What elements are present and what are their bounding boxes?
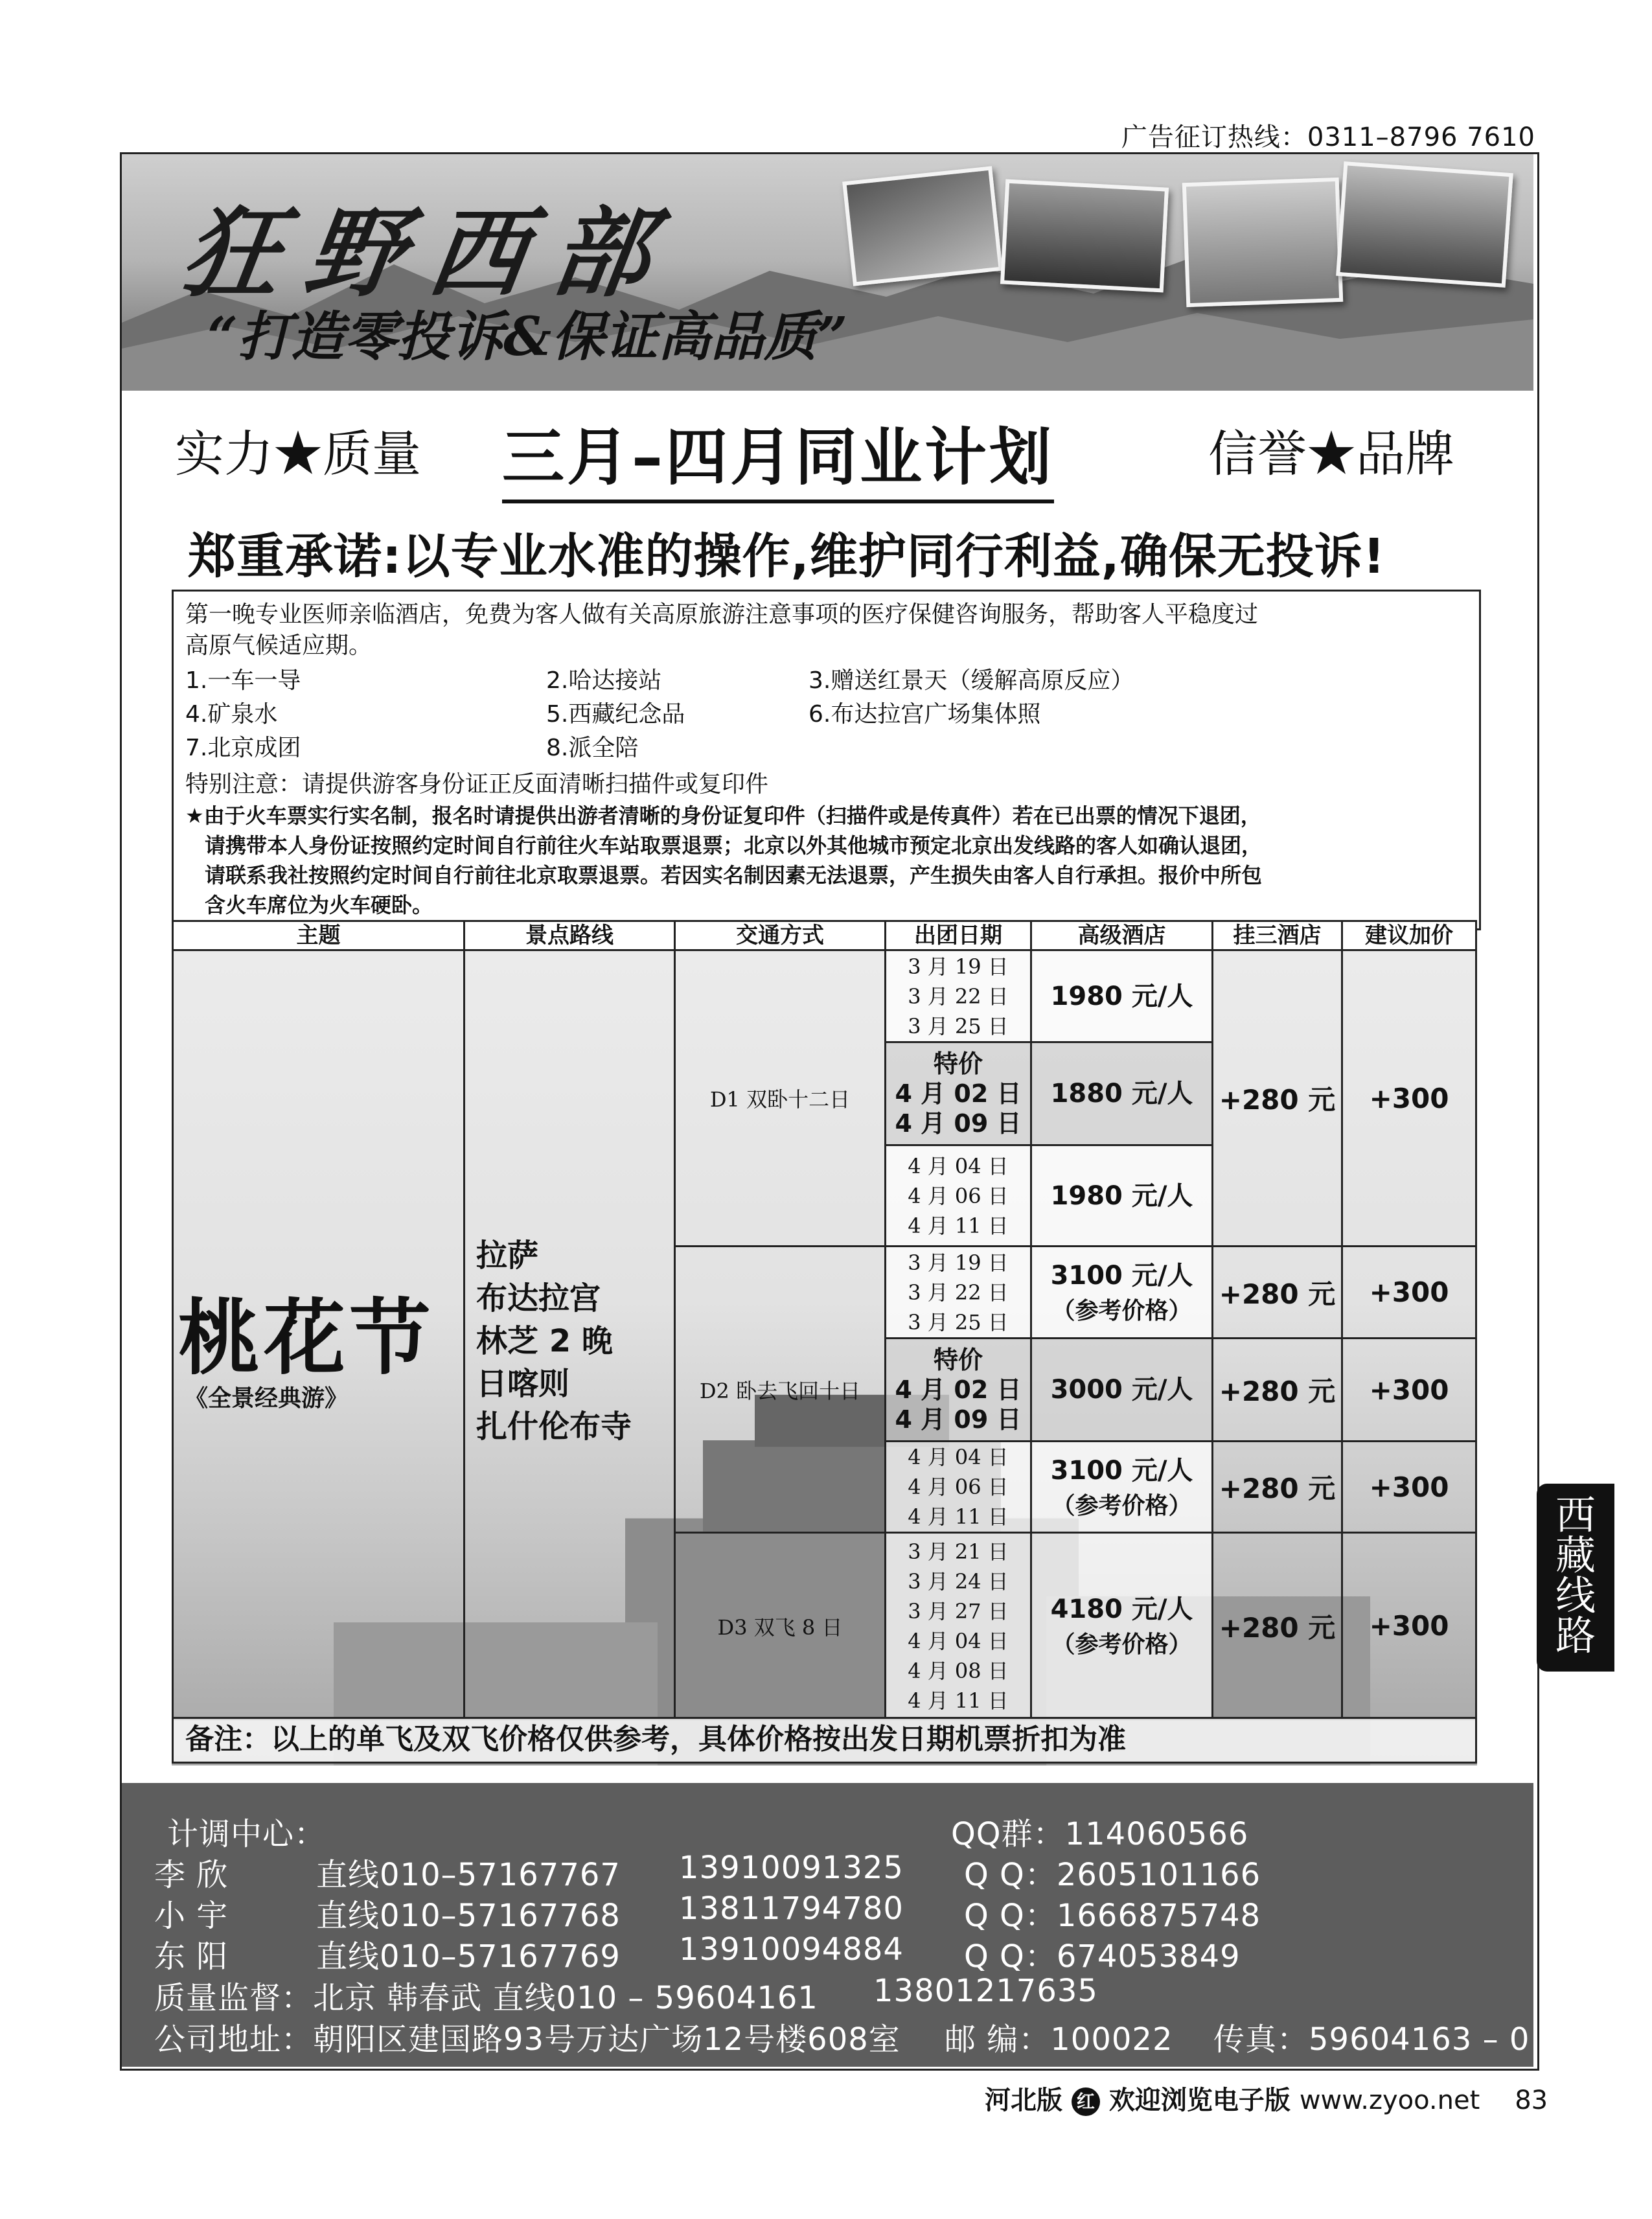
section-tab-label <box>1537 1491 1614 1659</box>
tab-char: 藏 <box>1555 1532 1596 1579</box>
service-item: 8.派全陪 <box>546 735 639 761</box>
col-header: 高级酒店 <box>1030 920 1213 951</box>
service-item: 4.矿泉水 <box>185 701 278 728</box>
addon-price-cell: +300 <box>1341 1532 1477 1720</box>
photo-lake <box>1182 178 1344 307</box>
tab-char: 路 <box>1555 1612 1596 1659</box>
transport-d2: D2 卧去飞回十日 <box>674 1245 886 1534</box>
service-item: 5.西藏纪念品 <box>546 701 685 728</box>
dates-cell: 4 月 04 日 4 月 06 日 4 月 11 日 <box>884 1144 1032 1247</box>
contact-line: 直线010–57167768 <box>316 1898 621 1934</box>
company-address: 公司地址：朝阳区建国路93号万达广场12号楼608室 <box>154 2021 901 2058</box>
ticket-note: ★由于火车票实行实名制，报名时请提供出游者清晰的身份证复印件（扫描件或是传真件）若在已出票的情况下退团， <box>185 803 1261 828</box>
dates-cell: 3 月 21 日 3 月 24 日 3 月 27 日 4 月 04 日 4 月 08 日 4 月 11 日 <box>884 1532 1032 1720</box>
service-item: 7.北京成团 <box>185 735 301 761</box>
ticket-note: 请联系我社按照约定时间自行前往北京取票退票。若因实名制因素无法退票，产生损失由客人自行承担。报价中所包 <box>205 863 1263 888</box>
ad-hotline: 广告征订热线：0311–8796 7610 <box>1121 122 1535 152</box>
page-number: 83 <box>1515 2086 1548 2115</box>
contact-mobile: 13910094884 <box>679 1931 904 1968</box>
banner-title: 狂野西部 <box>175 196 684 310</box>
headline-right: 信誉★品牌 <box>1208 425 1454 483</box>
contact-block <box>122 1783 1533 2067</box>
edition-label: 河北版 <box>985 2086 1062 2115</box>
ticket-note: 请携带本人身份证按照约定时间自行前往火车站取票退票；北京以外其他城市预定北京出发线路的客人如确认退团， <box>205 833 1263 858</box>
quality-mobile: 13801217635 <box>873 1973 1098 2009</box>
transport-d1: D1 双卧十二日 <box>674 949 886 1247</box>
intro-line: 第一晚专业医师亲临酒店，免费为客人做有关高原旅游注意事项的医疗保健咨询服务，帮助客人平稳度过 <box>185 601 1259 628</box>
quality-supervision: 质量监督：北京 韩春武 直线010 – 59604161 <box>154 1980 818 2016</box>
dates-cell: 特价 4 月 02 日 4 月 09 日 <box>884 1337 1032 1442</box>
dates-cell: 特价 4 月 02 日 4 月 09 日 <box>884 1041 1032 1146</box>
contact-line: 直线010–57167767 <box>316 1857 621 1893</box>
dates-cell: 3 月 19 日 3 月 22 日 3 月 25 日 <box>884 1245 1032 1339</box>
qq-group: QQ群：114060566 <box>951 1816 1249 1852</box>
headline-main: 三月–四月同业计划 <box>502 408 1054 503</box>
addon-hotel-cell: +280 元 <box>1211 1245 1343 1339</box>
brand-logo-icon: 红 <box>1072 2087 1100 2116</box>
service-item: 2.哈达接站 <box>546 667 662 694</box>
intro-line: 高原气候适应期。 <box>185 632 373 659</box>
notes-box <box>172 590 1481 930</box>
footer <box>985 2080 1548 2117</box>
photo-camels <box>1000 179 1169 293</box>
route-stop: 林芝 2 晚 <box>476 1323 613 1359</box>
price-cell: 3000 元/人 <box>1030 1337 1213 1442</box>
col-header: 出团日期 <box>884 920 1032 951</box>
photo-monk <box>842 166 1003 286</box>
addon-price-cell: +300 <box>1341 949 1477 1247</box>
col-header: 建议加价 <box>1341 920 1477 951</box>
route-stop: 布达拉宫 <box>476 1280 601 1316</box>
postcode: 邮 编：100022 <box>945 2021 1173 2058</box>
price-cell: 1980 元/人 <box>1030 949 1213 1043</box>
tab-char: 西 <box>1555 1491 1596 1539</box>
addon-price-cell: +300 <box>1341 1245 1477 1339</box>
price-cell: 4180 元/人 （参考价格） <box>1030 1532 1213 1720</box>
promise-statement: 郑重承诺:以专业水准的操作,维护同行利益,确保无投诉! <box>188 529 1386 584</box>
service-item: 3.赠送红景天（缓解高原反应） <box>809 667 1134 694</box>
transport-d3: D3 双飞 8 日 <box>674 1532 886 1720</box>
route-stop: 扎什伦布寺 <box>476 1408 632 1445</box>
contact-name: 李 欣 <box>154 1857 229 1893</box>
addon-price-cell: +300 <box>1341 1337 1477 1442</box>
dates-cell: 4 月 04 日 4 月 06 日 4 月 11 日 <box>884 1440 1032 1534</box>
special-note: 特别注意：请提供游客身份证正反面清晰扫描件或复印件 <box>185 771 769 798</box>
headline-left: 实力★质量 <box>175 425 421 483</box>
ticket-note: 含火车席位为火车硬卧。 <box>205 893 433 917</box>
contact-mobile: 13910091325 <box>679 1850 904 1886</box>
addon-hotel-cell: +280 元 <box>1211 1337 1343 1442</box>
addon-hotel-cell: +280 元 <box>1211 1440 1343 1534</box>
contact-qq: Q Q：2605101166 <box>964 1857 1261 1893</box>
theme-subtitle: 《全景经典游》 <box>185 1385 349 1412</box>
footer-url[interactable]: www.zyoo.net <box>1299 2086 1480 2115</box>
contact-qq: Q Q：1666875748 <box>964 1898 1261 1934</box>
footer-text: 欢迎浏览电子版 <box>1108 2086 1291 2115</box>
addon-hotel-cell: +280 元 <box>1211 1532 1343 1720</box>
dates-cell: 3 月 19 日 3 月 22 日 3 月 25 日 <box>884 949 1032 1043</box>
route-list <box>476 1234 632 1448</box>
theme-title: 桃花节 <box>178 1291 435 1386</box>
service-item: 1.一车一导 <box>185 667 301 694</box>
col-header: 主题 <box>172 920 465 951</box>
photo-potala <box>1336 161 1513 288</box>
contact-name: 小 宇 <box>154 1898 229 1934</box>
price-cell: 3100 元/人 （参考价格） <box>1030 1245 1213 1339</box>
addon-price-cell: +300 <box>1341 1440 1477 1534</box>
addon-hotel-cell: +280 元 <box>1211 949 1343 1247</box>
contact-qq: Q Q：674053849 <box>964 1938 1241 1975</box>
remark: 备注：以上的单飞及双飞价格仅供参考，具体价格按出发日期机票折扣为准 <box>172 1717 1477 1764</box>
contact-line: 直线010–57167769 <box>316 1938 621 1975</box>
col-header: 挂三酒店 <box>1211 920 1343 951</box>
contact-center-label: 计调中心： <box>167 1816 327 1852</box>
col-header: 交通方式 <box>674 920 886 951</box>
price-cell: 1980 元/人 <box>1030 1144 1213 1247</box>
contact-name: 东 阳 <box>154 1938 229 1975</box>
col-header: 景点路线 <box>463 920 676 951</box>
price-cell: 1880 元/人 <box>1030 1041 1213 1146</box>
fax: 传真：59604163 – 0 <box>1213 2021 1530 2058</box>
service-item: 6.布达拉宫广场集体照 <box>809 701 1041 728</box>
route-stop: 日喀则 <box>476 1366 570 1402</box>
section-tab <box>1537 1484 1614 1672</box>
tab-char: 线 <box>1555 1572 1596 1619</box>
contact-mobile: 13811794780 <box>679 1891 904 1927</box>
route-stop: 拉萨 <box>476 1237 539 1274</box>
price-cell: 3100 元/人 （参考价格） <box>1030 1440 1213 1534</box>
banner-slogan: “打造零投诉&保证高品质” <box>207 306 848 368</box>
